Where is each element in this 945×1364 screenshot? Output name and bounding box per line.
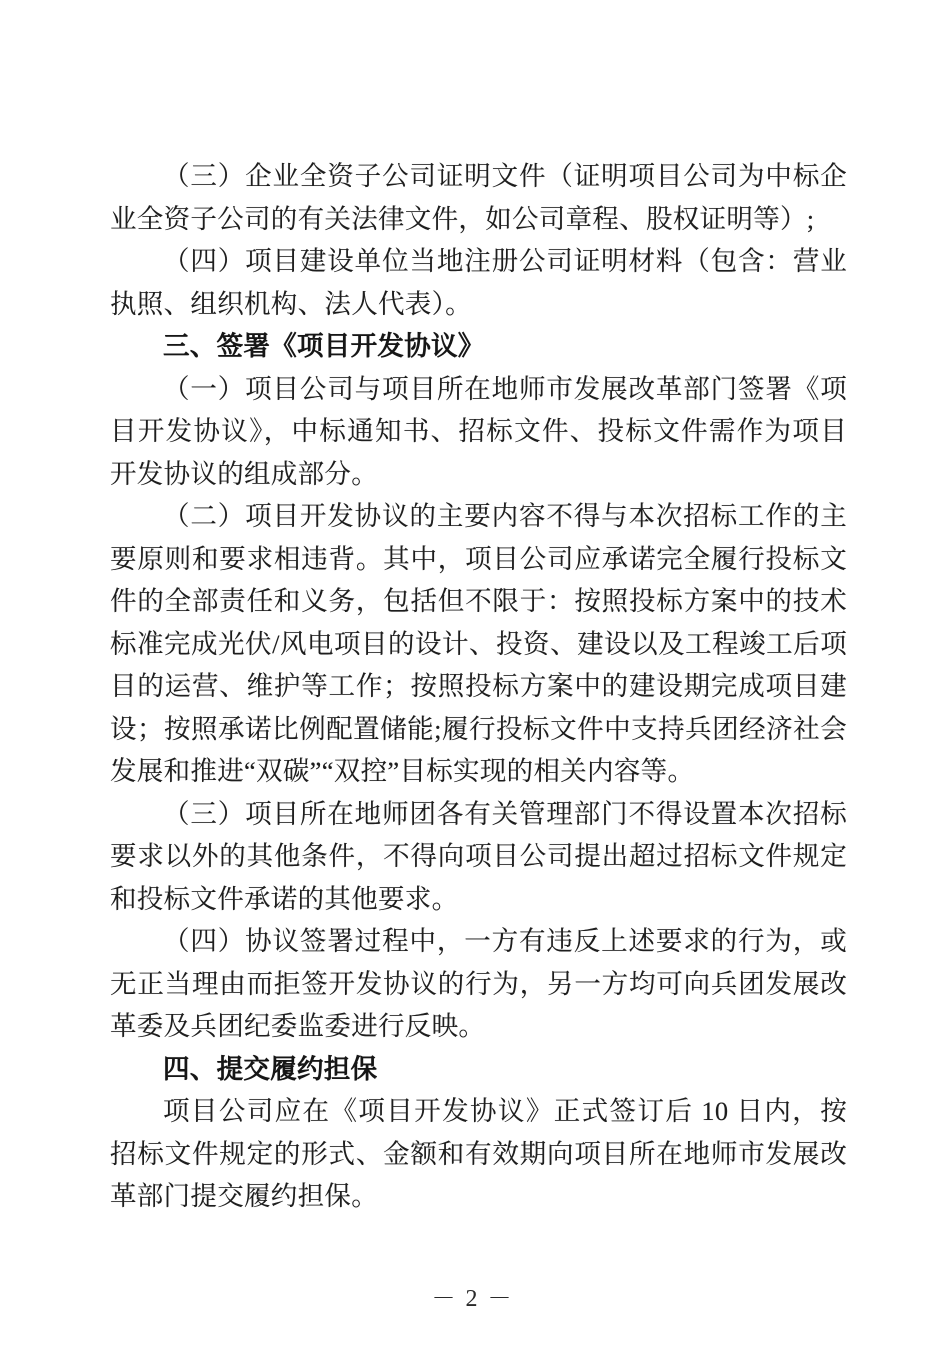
paragraph-agreement-item-one: （一）项目公司与项目所在地师市发展改革部门签署《项目开发协议》，中标通知书、招标文件、投标文件需作为项目开发协议的组成部分。 (110, 373, 847, 489)
paragraph-item-four-registration-proof: （四）项目建设单位当地注册公司证明材料（包含：营业执照、组织机构、法人代表）。 (110, 246, 847, 319)
document-body (110, 155, 847, 1218)
page-number: － 2 － (431, 1286, 514, 1312)
paragraph-item-three-subsidiary-proof: （三）企业全资子公司证明文件（证明项目公司为中标企业全资子公司的有关法律文件，如公司章程、股权证明等）; (110, 161, 847, 234)
paragraph-agreement-item-four: （四）协议签署过程中，一方有违反上述要求的行为，或无正当理由而拒签开发协议的行为，另一方均可向兵团发展改革委及兵团纪委监委进行反映。 (110, 926, 847, 1041)
paragraph-agreement-item-three: （三）项目所在地师团各有关管理部门不得设置本次招标要求以外的其他条件，不得向项目公司提出超过招标文件规定和投标文件承诺的其他要求。 (110, 798, 847, 914)
paragraph-agreement-item-two: （二）项目开发协议的主要内容不得与本次招标工作的主要原则和要求相违背。其中，项目公司应承诺完全履行投标文件的全部责任和义务，包括但不限于：按照投标方案中的技术标准完成光伏/风电项目的设计、投资、建设以及工程竣工后项目的运营、维护等工作；按照投标方案中的建设期完成项目建设；按照承诺比例配置储能;履行投标文件中支持兵团经济社会发展和推进“双碳”“双控”目标实现的相关内容等。 (110, 501, 847, 786)
section-heading-four-performance-guarantee: 四、提交履约担保 (163, 1053, 378, 1084)
paragraph-performance-guarantee: 项目公司应在《项目开发协议》正式签订后 10 日内，按招标文件规定的形式、金额和有效期向项目所在地师市发展改革部门提交履约担保。 (110, 1096, 847, 1211)
section-heading-three-sign-agreement: 三、签署《项目开发协议》 (163, 331, 485, 361)
